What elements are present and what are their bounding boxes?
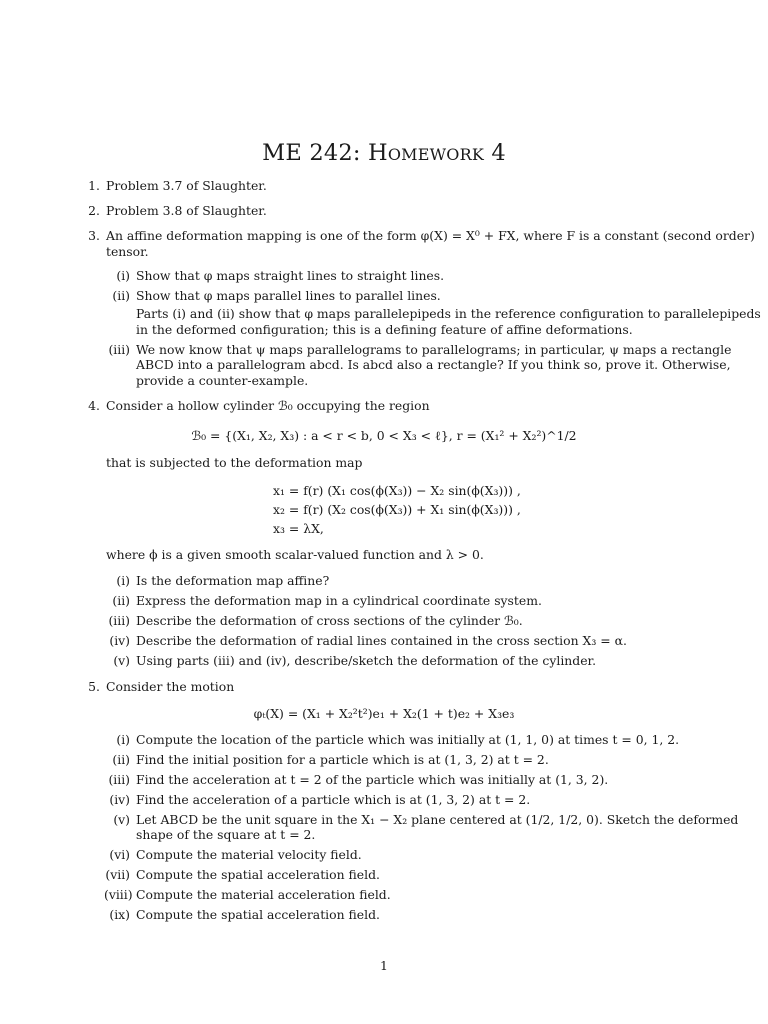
subpart-text: Show that φ maps straight lines to straight lines. [136, 268, 445, 283]
problem-text: Problem 3.8 of Slaughter. [106, 203, 267, 218]
equation-line: x₂ = f(r) (X₂ cos(ϕ(X₃)) + X₁ sin(ϕ(X₃))) , [273, 502, 521, 517]
page-title [0, 139, 768, 167]
problem-number: 3. [88, 228, 100, 243]
equation-line: x₁ = f(r) (X₁ cos(ϕ(X₃)) − X₂ sin(ϕ(X₃))) , [273, 483, 521, 498]
subpart-label: (iii) [108, 613, 130, 628]
problem-text: where ϕ is a given smooth scalar-valued function and λ > 0. [106, 547, 484, 562]
subpart-label: (iv) [109, 633, 130, 648]
subpart-text: Compute the location of the particle which was initially at (1, 1, 0) at times t = 0, 1, 2. [136, 732, 680, 747]
title-main: ME 242: [262, 140, 369, 166]
subpart-text: Is the deformation map affine? [136, 573, 330, 588]
subpart-text: Find the acceleration of a particle which is at (1, 3, 2) at t = 2. [136, 792, 531, 807]
subpart-note-line: Parts (i) and (ii) show that φ maps parallelepipeds in the reference configuration to parallelepipeds [136, 306, 761, 321]
subpart-text: Express the deformation map in a cylindrical coordinate system. [136, 593, 542, 608]
subpart-label: (i) [116, 268, 130, 283]
subpart-label: (iii) [108, 342, 130, 357]
subpart-label: (i) [116, 573, 130, 588]
subpart-text: Show that φ maps parallel lines to parallel lines. [136, 288, 441, 303]
subpart-label: (ii) [112, 752, 130, 767]
subpart-note-line: in the deformed configuration; this is a defining feature of affine deformations. [136, 322, 633, 337]
problem-number: 4. [88, 398, 100, 413]
subpart-text: Describe the deformation of cross sections of the cylinder ℬ₀. [136, 613, 523, 628]
subpart-text-line: provide a counter-example. [136, 373, 309, 388]
subpart-label: (iii) [108, 772, 130, 787]
problem-text: Problem 3.7 of Slaughter. [106, 178, 267, 193]
subpart-label: (i) [116, 732, 130, 747]
subpart-text: Compute the spatial acceleration field. [136, 907, 380, 922]
region-equation: ℬ₀ = {(X₁, X₂, X₃) : a < r < b, 0 < X₃ < ℓ}, r = (X₁² + X₂²)^1/2 [191, 428, 577, 443]
subpart-text-line: Let ABCD be the unit square in the X₁ − X₂ plane centered at (1/2, 1/2, 0). Sketch the deformed [136, 812, 739, 827]
problem-number: 2. [88, 203, 100, 218]
subpart-text-line: ABCD into a parallelogram abcd. Is abcd also a rectangle? If you think so, prove it. Otherwise, [136, 357, 731, 372]
motion-equation: φₜ(X) = (X₁ + X₂²t²)e₁ + X₂(1 + t)e₂ + X₃e₃ [253, 706, 515, 721]
problem-number: 5. [88, 679, 100, 694]
subpart-label: (v) [113, 653, 130, 668]
problem-intro-line: Consider the motion [106, 679, 235, 694]
subpart-label: (ii) [112, 593, 130, 608]
equation-line: x₃ = λX, [273, 521, 324, 536]
subpart-label: (viii) [104, 887, 133, 902]
subpart-label: (iv) [109, 792, 130, 807]
page-number: 1 [380, 958, 388, 973]
subpart-label: (ix) [109, 907, 130, 922]
problem-text: that is subjected to the deformation map [106, 455, 363, 470]
problem-intro-line: An affine deformation mapping is one of the form φ(X) = X⁰ + FX, where F is a constant (second order) [106, 228, 755, 243]
problem-intro-line: tensor. [106, 244, 149, 259]
subpart-label: (vi) [109, 847, 130, 862]
subpart-text-line: We now know that ψ maps parallelograms to parallelograms; in particular, ψ maps a rectangle [136, 342, 732, 357]
title-small-caps: Homework 4 [368, 140, 506, 166]
problem-intro-line: Consider a hollow cylinder ℬ₀ occupying the region [106, 398, 430, 413]
subpart-text: Describe the deformation of radial lines contained in the cross section X₃ = α. [136, 633, 627, 648]
subpart-label: (vii) [105, 867, 130, 882]
subpart-text: Find the acceleration at t = 2 of the particle which was initially at (1, 3, 2). [136, 772, 609, 787]
subpart-text: Compute the material acceleration field. [136, 887, 391, 902]
subpart-text-line: shape of the square at t = 2. [136, 827, 316, 842]
subpart-text: Find the initial position for a particle which is at (1, 3, 2) at t = 2. [136, 752, 549, 767]
subpart-label: (v) [113, 812, 130, 827]
problem-number: 1. [88, 178, 100, 193]
subpart-label: (ii) [112, 288, 130, 303]
subpart-text: Compute the material velocity field. [136, 847, 362, 862]
subpart-text: Using parts (iii) and (iv), describe/sketch the deformation of the cylinder. [136, 653, 597, 668]
subpart-text: Compute the spatial acceleration field. [136, 867, 380, 882]
